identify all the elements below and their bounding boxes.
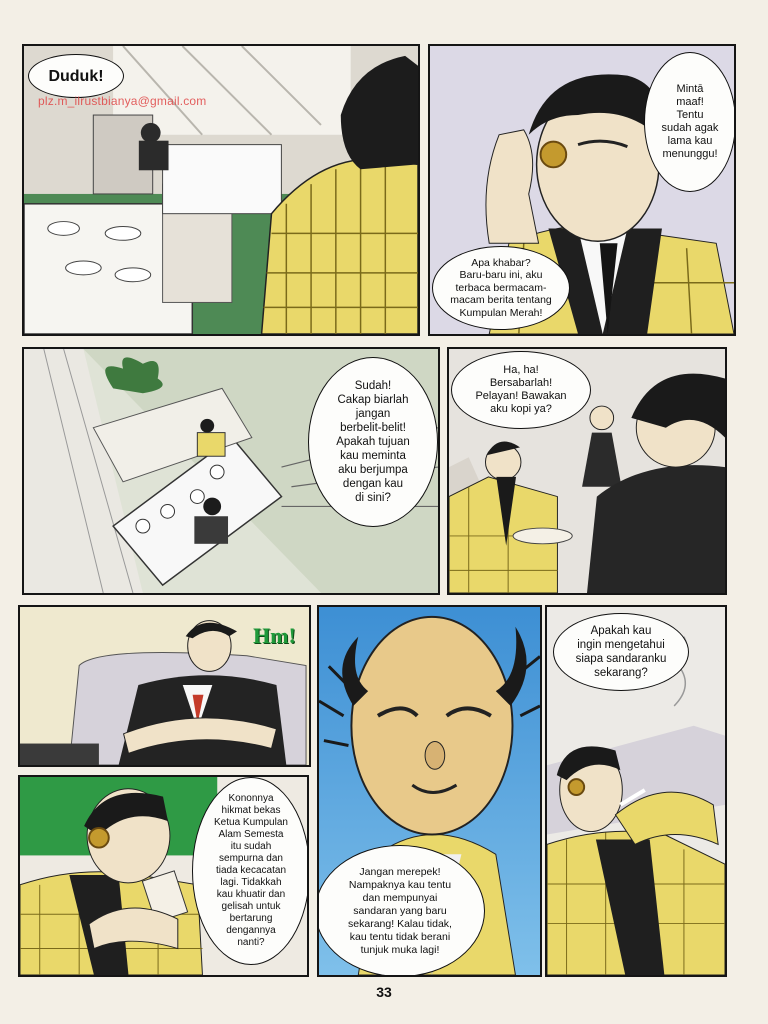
panel-restaurant xyxy=(22,44,420,336)
speech-bubble-ha-ha: Ha, ha! Bersabarlah! Pelayan! Bawakan aku kopi ya? xyxy=(451,351,591,429)
panel-arms-crossed xyxy=(18,605,311,767)
watermark-text: plz.m_ilrustbianya@gmail.com xyxy=(38,94,207,108)
panel-smoking-man xyxy=(545,605,727,977)
speech-bubble-sudah: Sudah! Cakap biarlah jangan berbelit-belit! Apakah tujuan kau meminta aku berjumpa dengan kau di sini? xyxy=(308,357,438,527)
speech-bubble-duduk: Duduk! xyxy=(28,54,124,98)
speech-bubble-minta-maaf: Mintā maaf! Tentu sudah agak lama kau menunggu! xyxy=(644,52,736,192)
speech-bubble-jangan-merepek: Jangan merepek! Nampaknya kau tentu dan mempunyai sandaran yang baru sekarang! Kalau tidak, kau tentu tidak berani tunjuk muka lagi! xyxy=(317,845,485,977)
page-number: 33 xyxy=(376,984,392,1000)
panel-bald-man xyxy=(317,605,542,977)
speech-bubble-apakah-kau: Apakah kau ingin mengetahui siapa sandaranku sekarang? xyxy=(553,613,689,691)
panel-holding-paper xyxy=(18,775,309,977)
panel-waiter xyxy=(447,347,727,595)
sfx-hm: Hm! xyxy=(253,623,296,648)
panel-overhead-table xyxy=(22,347,440,595)
speech-bubble-apa-khabar: Apa khabar? Baru-baru ini, aku terbaca bermacam- macam berita tentang Kumpulan Merah! xyxy=(432,246,570,330)
panel-monocle-man xyxy=(428,44,736,336)
speech-bubble-kononnya: Kononnya hikmat bekas Ketua Kumpulan Alam Semesta itu sudah sempurna dan tiada kecacatan lagi. Tidakkah kau khuatir dan gelisah untuk bertarung dengannya nanti? xyxy=(192,777,309,965)
